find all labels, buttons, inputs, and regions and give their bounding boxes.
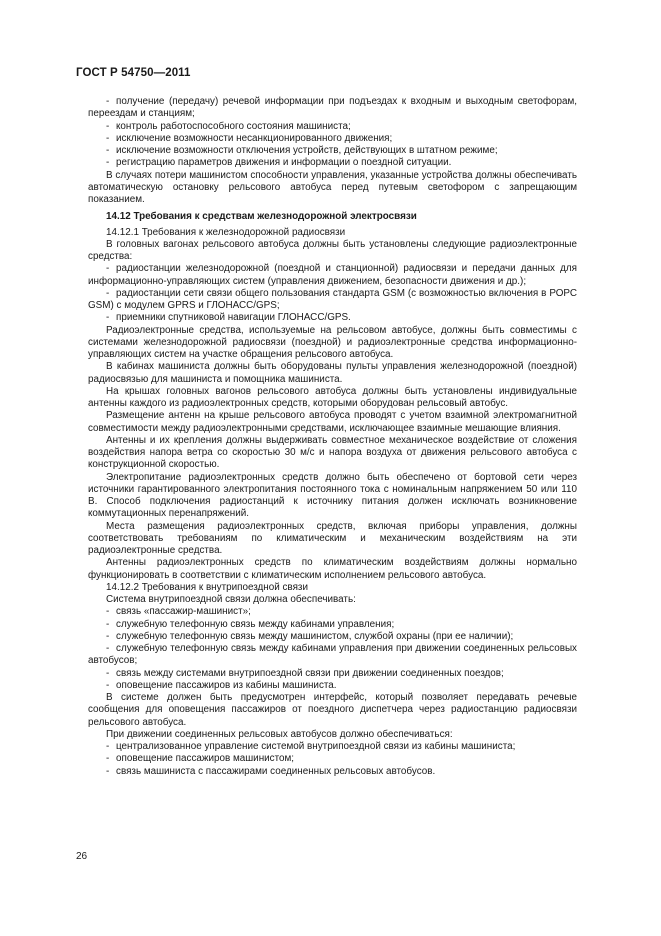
list-dash: - (106, 630, 110, 642)
list-item-text: служебную телефонную связь между кабинами управления; (116, 618, 395, 630)
document-body (88, 96, 577, 778)
list-item-text: радиостанции сети связи общего пользования стандарта GSM (с возможностью включения в РОРС GSM) с модулем GPRS и ГЛОНАСС/GPS; (88, 287, 577, 311)
list-item (88, 753, 577, 765)
paragraph: 14.12.2 Требования к внутрипоездной связи (106, 581, 308, 593)
paragraph: При движении соединенных рельсовых автобусов должно обеспечиваться: (106, 728, 453, 740)
list-item-text: регистрацию параметров движения и информации о поездной ситуации. (116, 157, 452, 169)
page-number: 26 (76, 851, 88, 862)
list-item (88, 741, 577, 753)
paragraph: В случаях потери машинистом способности управления, указанные устройства должны обеспечивать автоматическую остановку рельсового автобуса перед путевым светофором с запрещающим показанием. (88, 169, 577, 205)
list-dash: - (106, 120, 110, 132)
list-item (88, 766, 577, 778)
list-item (88, 121, 577, 133)
list-dash: - (106, 157, 110, 169)
list-item (88, 133, 577, 145)
list-item-text: контроль работоспособного состояния машиниста; (116, 120, 351, 132)
list-dash: - (106, 753, 110, 765)
list-item (88, 312, 577, 324)
list-item-text: оповещение пассажиров из кабины машиниста. (116, 679, 337, 691)
list-item (88, 631, 577, 643)
paragraph: Электропитание радиоэлектронных средств должно быть обеспечено от бортовой сети через источники гарантированного электропитания постоянного тока с номинальным напряжением 50 или 110 В. Способ подключения радиостанций к источнику питания должен исключать возникновение коммутационных перенапряжений. (88, 471, 577, 520)
list-item (88, 157, 577, 169)
paragraph: Антенны радиоэлектронных средств по климатическим воздействиям должны нормально функционировать в соответствии с климатическим исполнением рельсового автобуса. (88, 557, 577, 581)
list-item-text: приемники спутниковой навигации ГЛОНАСС/GPS. (116, 312, 351, 324)
list-item-text: централизованное управление системой внутрипоездной связи из кабины машиниста; (116, 741, 516, 752)
list-item-text: служебную телефонную связь между кабинами управления при движении соединенных рельсовых автобусов; (88, 643, 577, 667)
paragraph: Антенны и их крепления должны выдерживать совместное механическое воздействие от сложения воздействия напора ветра со скоростью 30 м/с и напора воздуха от движения рельсового автобуса с конструкционной скоростью. (88, 434, 577, 471)
paragraph: На крышах головных вагонов рельсового автобуса должны быть установлены индивидуальные антенны каждого из радиоэлектронных средств, которыми оборудован рельсовый автобус. (88, 385, 577, 409)
list-dash: - (106, 618, 110, 630)
paragraph: 14.12.1 Требования к железнодорожной радиосвязи (106, 226, 346, 238)
list-item (88, 668, 577, 680)
list-dash: - (106, 96, 110, 107)
list-item-text: исключение возможности несанкционированного движения; (116, 132, 393, 144)
paragraph: В кабинах машиниста должны быть оборудованы пульты управления железнодорожной (поездной) радиосвязью для машиниста и помощника машиниста. (88, 361, 577, 385)
list-dash: - (106, 741, 110, 752)
list-dash: - (106, 145, 110, 156)
list-dash: - (106, 643, 110, 654)
list-item (88, 680, 577, 692)
list-item-text: связь машиниста с пассажирами соединенных рельсовых автобусов. (116, 765, 436, 777)
paragraph: Радиоэлектронные средства, используемые на рельсовом автобусе, должны быть совместимы с системами железнодорожной радиосвязи (поездной) и радиоэлектронные средства информационно-управляющих систем на участке обращения рельсового автобуса. (88, 324, 577, 360)
list-dash: - (106, 606, 110, 618)
document-header: ГОСТ Р 54750—2011 (76, 67, 191, 79)
list-dash: - (106, 679, 110, 691)
list-item (88, 288, 577, 313)
paragraph: Система внутрипоездной связи должна обеспечивать: (106, 594, 356, 605)
list-item (88, 643, 577, 668)
list-item-text: получение (передачу) речевой информации при подъездах к входным и выходным светофорам, переездам и станциям; (88, 96, 577, 120)
list-dash: - (106, 765, 110, 777)
paragraph: Размещение антенн на крыше рельсового автобуса проводят с учетом взаимной электромагнитной совместимости между радиоэлектронными средствами, исключающее взаимные мешающие влияния. (88, 410, 577, 434)
list-item (88, 96, 577, 121)
list-item (88, 619, 577, 631)
list-dash: - (106, 132, 110, 144)
list-dash: - (106, 312, 110, 324)
section-heading: 14.12 Требования к средствам железнодорожной электросвязи (106, 211, 417, 223)
list-dash: - (106, 667, 110, 679)
list-item (88, 263, 577, 288)
list-dash: - (106, 263, 110, 275)
list-item-text: связь между системами внутрипоездной связи при движении соединенных поездов; (116, 667, 504, 679)
paragraph: Места размещения радиоэлектронных средств, включая приборы управления, должны соответствовать требованиям по климатическим и механическим воздействиям на эти радиоэлектронные средства. (88, 520, 577, 556)
paragraph: В системе должен быть предусмотрен интерфейс, который позволяет передавать речевые сообщения для оповещения пассажиров от поездного диспетчера через радиостанцию радиосвязи рельсового автобуса. (88, 692, 577, 728)
list-item-text: исключение возможности отключения устройств, действующих в штатном режиме; (116, 145, 498, 156)
list-item-text: радиостанции железнодорожной (поездной и станционной) радиосвязи и передачи данных для информационно-управляющих систем (управления движением, безопасности движения и др.); (88, 263, 577, 287)
list-dash: - (106, 287, 110, 299)
list-item (88, 145, 577, 157)
list-item (88, 606, 577, 618)
paragraph: В головных вагонах рельсового автобуса должны быть установлены следующие радиоэлектронные средства: (88, 238, 577, 262)
list-item-text: оповещение пассажиров машинистом; (116, 753, 295, 765)
list-item-text: связь «пассажир-машинист»; (116, 606, 251, 618)
list-item-text: служебную телефонную связь между машинистом, службой охраны (при ее наличии); (116, 630, 514, 642)
